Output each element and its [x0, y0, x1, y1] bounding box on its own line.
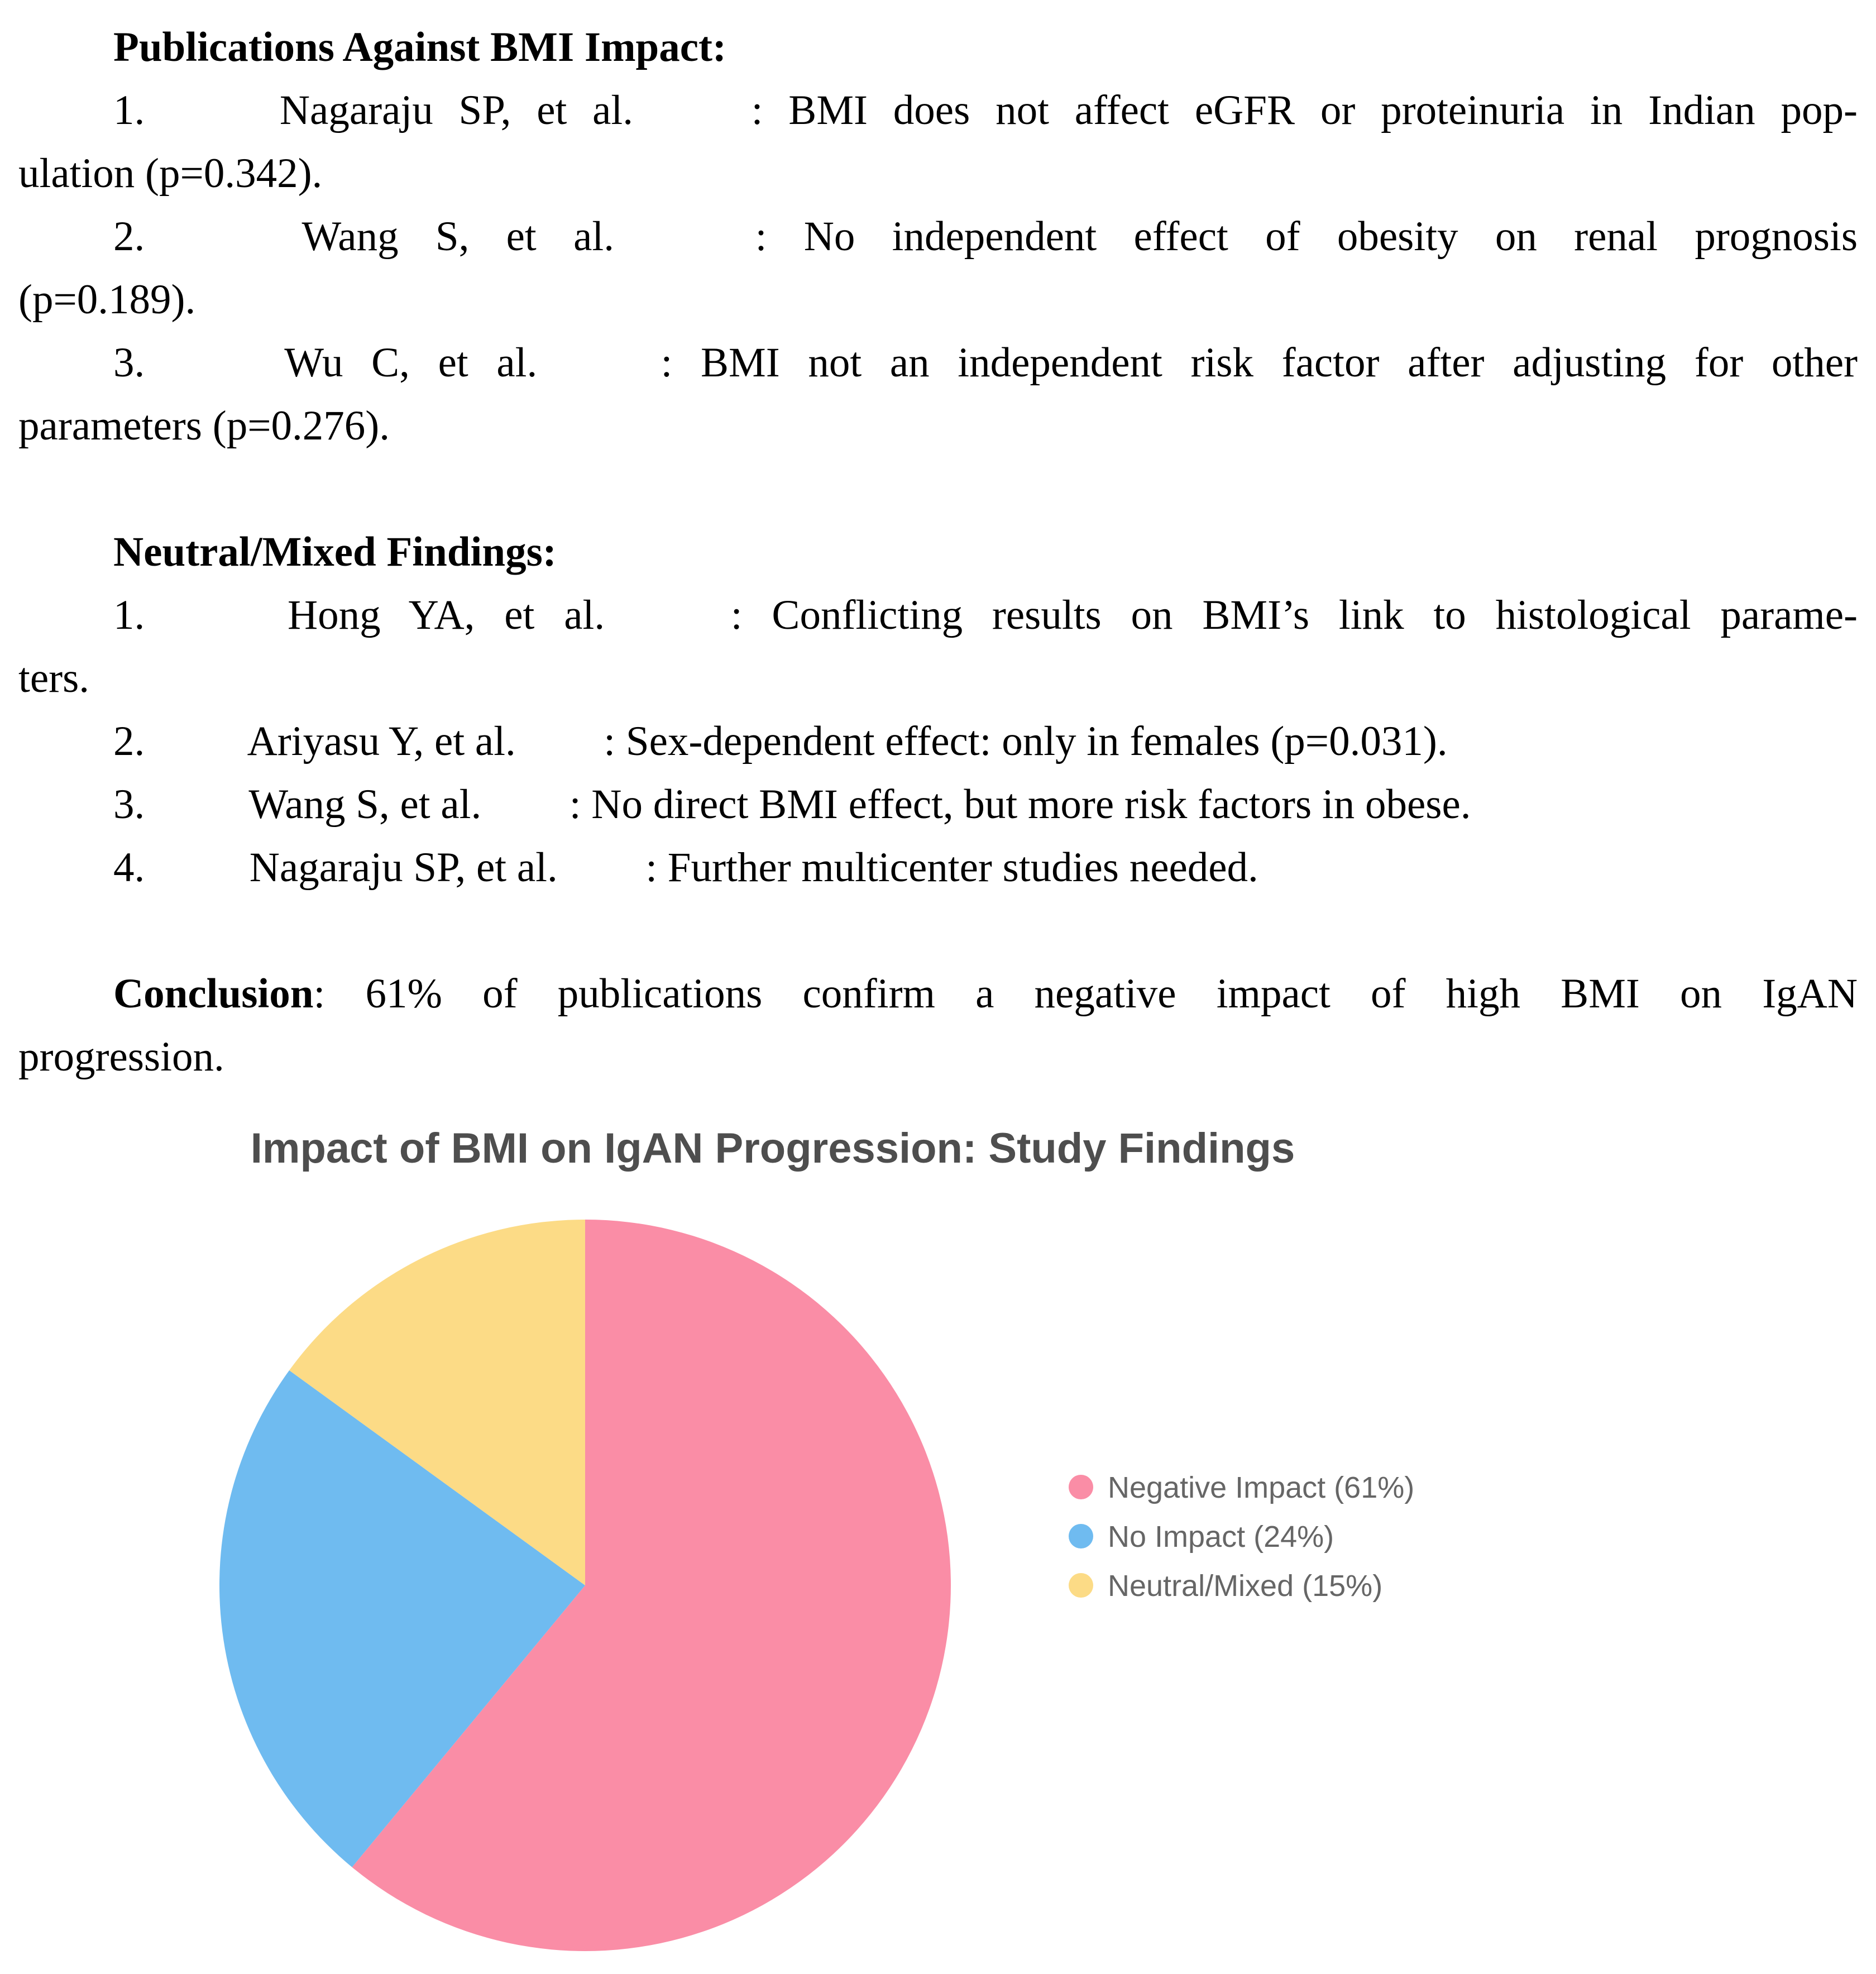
item-author: Nagaraju SP, et al.: [279, 87, 634, 133]
pie-slice-neutral-mixed: [289, 1220, 585, 1585]
item-author: Hong YA, et al.: [287, 592, 605, 638]
item-author: Wang S, et al.: [248, 781, 482, 828]
conclusion-line1: [18, 962, 1858, 1025]
pie-slice-negative-impact: [352, 1220, 951, 1951]
blank-line: [18, 457, 1858, 520]
section1-heading: Publications Against BMI Impact:: [113, 24, 727, 70]
legend-label-no-impact: No Impact (24%): [1108, 1520, 1334, 1554]
tab-spacer: [659, 123, 726, 124]
text-body: [18, 16, 1858, 1088]
section2-item1-line1: [18, 584, 1858, 647]
item-author: Nagaraju SP, et al.: [249, 844, 558, 891]
item-author: Ariyasu Y, et al.: [247, 718, 516, 764]
tab-spacer: [634, 628, 701, 629]
section1-item3-line1: [18, 331, 1858, 394]
item-text: : Sex-dependent effect: only in females (p=0.031).: [604, 718, 1448, 764]
item-number: 2.: [113, 213, 145, 260]
legend-marker-neutral-mixed-icon: [1069, 1573, 1093, 1598]
section1-item2-line1: [18, 205, 1858, 268]
section1-item2-continuation: (p=0.189).: [18, 276, 196, 323]
section2-item4-line: [18, 836, 1858, 899]
item-number: 4.: [113, 844, 145, 891]
item-number: 3.: [113, 781, 145, 828]
section2-item2-line: [18, 710, 1858, 773]
conclusion-text: : 61% of publications confirm a negative impact of high BMI on IgAN: [313, 971, 1858, 1017]
item-number: 3.: [113, 340, 145, 386]
chart-title: Impact of BMI on IgAN Progression: Study Findings: [250, 1125, 1295, 1172]
section2-heading: Neutral/Mixed Findings:: [113, 529, 557, 575]
tab-spacer: [174, 628, 258, 629]
item-number: 2.: [113, 718, 145, 764]
item-text: : No direct BMI effect, but more risk factors in obese.: [569, 781, 1471, 828]
blank-line: [18, 899, 1858, 962]
legend-label-neutral-mixed: Neutral/Mixed (15%): [1108, 1569, 1383, 1603]
section1-item1-line1: [18, 79, 1858, 142]
item-author: Wu C, et al.: [284, 340, 538, 386]
item-text: : Further multicenter studies needed.: [645, 844, 1258, 891]
tab-spacer: [527, 754, 594, 755]
legend-marker-negative-impact-icon: [1069, 1475, 1093, 1499]
item-number: 1.: [113, 592, 145, 638]
item-text: : Conflicting results on BMI’s link to histological parame-: [730, 592, 1858, 638]
section2-item3-line: [18, 773, 1858, 836]
conclusion-continuation: progression.: [18, 1034, 224, 1080]
section2-item1-continuation: ters.: [18, 655, 90, 701]
pie-slice-no-impact: [219, 1370, 585, 1867]
tab-spacer: [155, 754, 239, 755]
item-text: : BMI not an independent risk factor after adjusting for other: [661, 340, 1858, 386]
conclusion-label: Conclusion: [113, 971, 314, 1017]
item-author: Wang S, et al.: [302, 213, 614, 260]
legend-marker-no-impact-icon: [1069, 1524, 1093, 1548]
legend-label-negative-impact: Negative Impact (61%): [1108, 1471, 1415, 1504]
item-number: 1.: [113, 87, 145, 133]
item-text: : BMI does not affect eGFR or proteinuria in Indian pop-: [751, 87, 1858, 133]
tab-spacer: [170, 123, 254, 124]
section1-item1-continuation: ulation (p=0.342).: [18, 150, 323, 197]
item-text: : No independent effect of obesity on renal prognosis: [755, 213, 1858, 260]
section1-item3-continuation: parameters (p=0.276).: [18, 403, 390, 449]
